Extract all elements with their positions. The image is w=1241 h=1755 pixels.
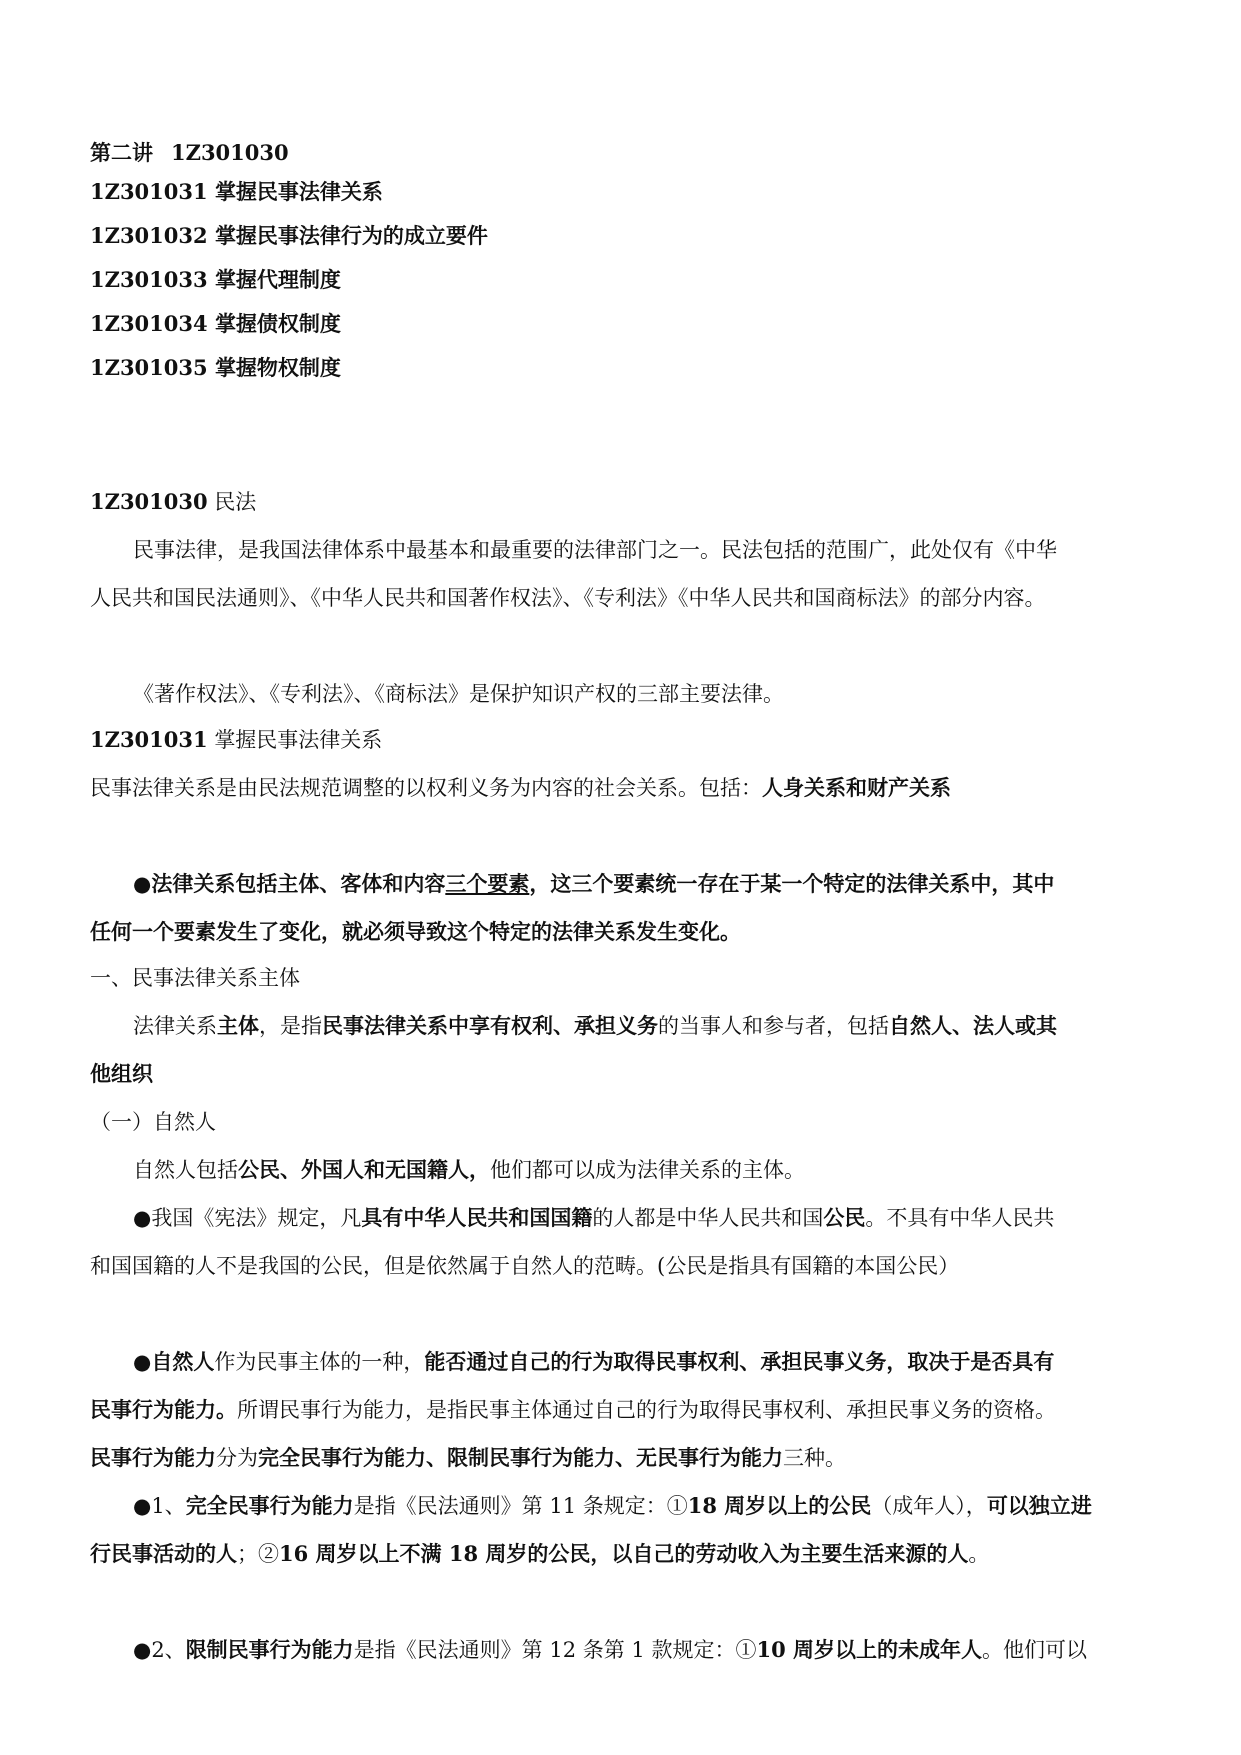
citizen-paragraph-line: ●我国《宪法》规定，凡具有中华人民共和国国籍的人都是中华人民共和国公民。不具有中华人民共 bbox=[133, 1205, 1055, 1230]
section-heading bbox=[90, 487, 1152, 517]
subject-paragraph-line: 他组织 bbox=[90, 1061, 153, 1086]
lecture-code: 1Z301030 bbox=[171, 140, 289, 165]
toc-item: 1Z301034 掌握债权制度 bbox=[90, 311, 341, 336]
section-title: 民法 bbox=[214, 490, 257, 514]
capacity-paragraph-line: 民事行为能力。所谓民事行为能力，是指民事主体通过自己的行为取得民事权利、承担民事义务的资格。 bbox=[90, 1397, 1056, 1422]
limited-capacity-line: ●2、限制民事行为能力是指《民法通则》第 12 条第 1 款规定：①10 周岁以上的未成年人。他们可以 bbox=[133, 1637, 1088, 1662]
natural-person-line: 自然人包括公民、外国人和无国籍人，他们都可以成为法律关系的主体。 bbox=[133, 1157, 805, 1182]
definition-line: 民事法律关系是由民法规范调整的以权利义务为内容的社会关系。包括：人身关系和财产关系 bbox=[90, 775, 951, 800]
ip-note: 《著作权法》、《专利法》、《商标法》是保护知识产权的三部主要法律。 bbox=[133, 682, 784, 706]
natural-person-heading: （一）自然人 bbox=[90, 1110, 216, 1134]
subsection-heading: 1Z301031 掌握民事法律关系 bbox=[90, 727, 383, 752]
toc-item: 1Z301035 掌握物权制度 bbox=[90, 355, 341, 380]
full-capacity-line: ●1、完全民事行为能力是指《民法通则》第 11 条规定：①18 周岁以上的公民（成年人），可以独立进 bbox=[133, 1493, 1092, 1518]
intro-paragraph-line: 人民共和国民法通则》、《中华人民共和国著作权法》、《专利法》《中华人民共和国商标法》的部分内容。 bbox=[90, 586, 1046, 610]
elements-paragraph-line: ●法律关系包括主体、客体和内容三个要素，这三个要素统一存在于某一个特定的法律关系中，其中 bbox=[133, 871, 1055, 896]
capacity-paragraph-line: 民事行为能力分为完全民事行为能力、限制民事行为能力、无民事行为能力三种。 bbox=[90, 1445, 846, 1470]
lecture-heading bbox=[90, 138, 1152, 168]
lecture-label: 第二讲 bbox=[90, 140, 153, 165]
subject-heading: 一、民事法律关系主体 bbox=[90, 966, 300, 990]
elements-paragraph-line: 任何一个要素发生了变化，就必须导致这个特定的法律关系发生变化。 bbox=[90, 919, 741, 944]
full-capacity-line: 行民事活动的人；②16 周岁以上不满 18 周岁的公民，以自己的劳动收入为主要生活来源的人。 bbox=[90, 1541, 990, 1566]
toc-item: 1Z301033 掌握代理制度 bbox=[90, 267, 341, 292]
capacity-paragraph-line: ●自然人作为民事主体的一种，能否通过自己的行为取得民事权利、承担民事义务，取决于是否具有 bbox=[133, 1349, 1055, 1374]
subject-paragraph-line: 法律关系主体，是指民事法律关系中享有权利、承担义务的当事人和参与者，包括自然人、法人或其 bbox=[133, 1013, 1057, 1038]
intro-paragraph-line: 民事法律，是我国法律体系中最基本和最重要的法律部门之一。民法包括的范围广，此处仅有《中华 bbox=[133, 538, 1057, 562]
toc-item: 1Z301031 掌握民事法律关系 bbox=[90, 179, 383, 204]
toc-item: 1Z301032 掌握民事法律行为的成立要件 bbox=[90, 223, 488, 248]
citizen-paragraph-line: 和国国籍的人不是我国的公民，但是依然属于自然人的范畴。(公民是指具有国籍的本国公民） bbox=[90, 1254, 960, 1278]
section-code: 1Z301030 bbox=[90, 489, 208, 514]
